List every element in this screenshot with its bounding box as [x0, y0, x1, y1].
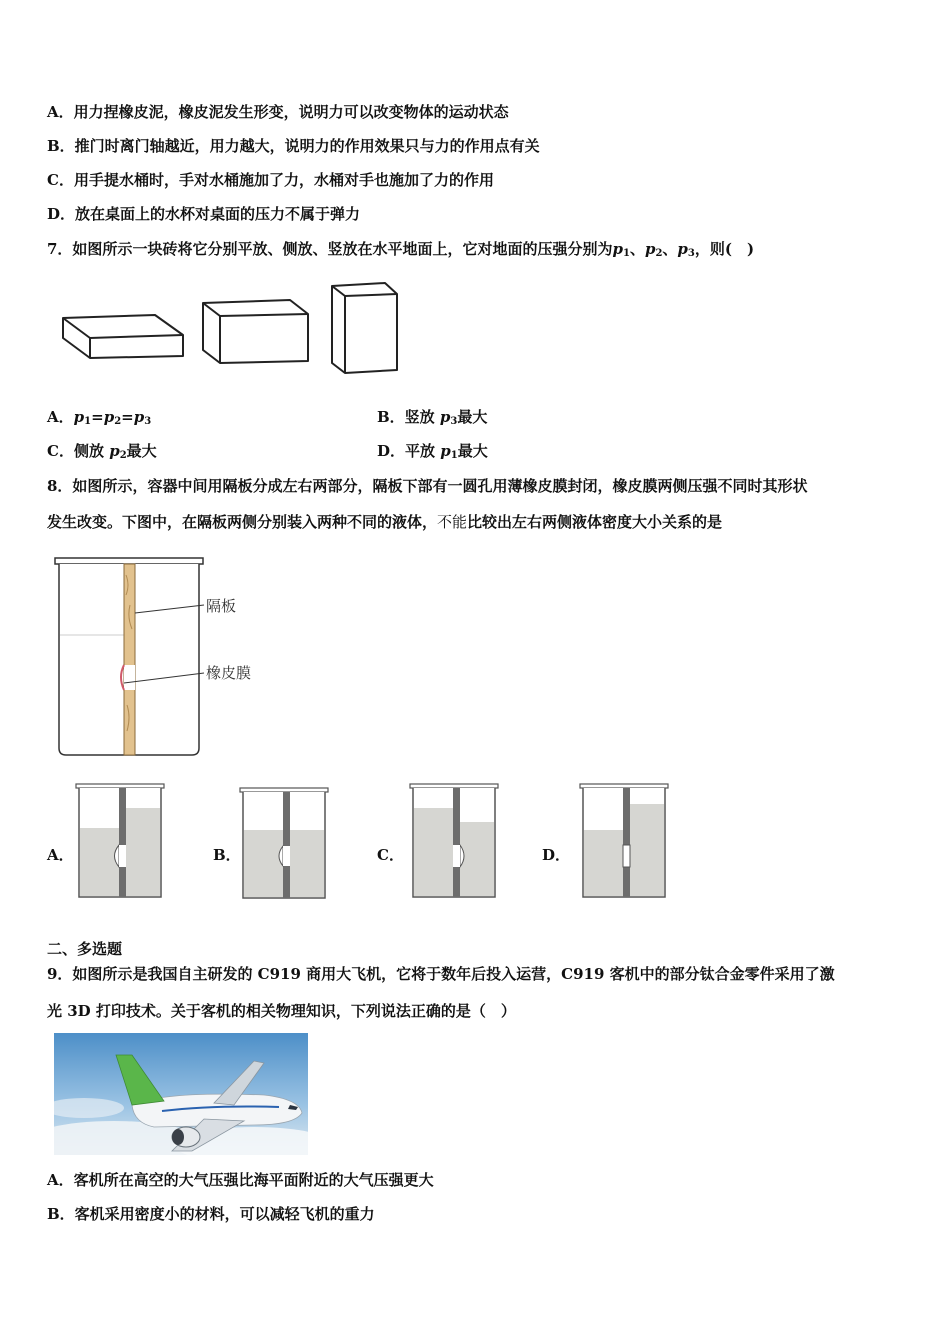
q6-option-b: B．推门时离门轴越近，用力越大，说明力的作用效果只与力的作用点有关: [47, 137, 540, 155]
bricks-figure: [55, 278, 405, 383]
q8-option-a-label: A．: [47, 846, 74, 864]
q8-option-c-beaker: [408, 782, 500, 904]
q8-option-b-label: B．: [213, 846, 241, 864]
q7-stem: 7．如图所示一块砖将它分别平放、侧放、竖放在水平地面上，它对地面的压强分别为$p_1$、$p_2$、$p_3$，则( ): [47, 240, 755, 259]
q9-option-b: B．客机采用密度小的材料，可以减轻飞机的重力: [47, 1205, 375, 1223]
q7-option-b: B．竖放 $p_3$最大: [377, 408, 488, 427]
container-partition-figure: [52, 555, 282, 760]
q9-stem-line2: 光 3D 打印技术。关于客机的相关物理知识，下列说法正确的是（ ）: [47, 1002, 516, 1020]
q8-option-c-label: C．: [377, 846, 404, 864]
q6-option-d: D．放在桌面上的水杯对桌面的压力不属于弹力: [47, 205, 361, 223]
q7-option-c: C．侧放 $p_2$最大: [47, 442, 157, 461]
q8-stem-line2: 发生改变。下图中，在隔板两侧分别装入两种不同的液体，不能比较出左右两侧液体密度大小关系的是: [47, 513, 723, 531]
q8-option-b-beaker: [238, 786, 330, 904]
q9-stem-line1: 9．如图所示是我国自主研发的 C919 商用大飞机，它将于数年后投入运营，C919 客机中的部分钛合金零件采用了激: [47, 965, 835, 983]
q7-option-d: D．平放 $p_1$最大: [377, 442, 488, 461]
q8-option-d-label: D．: [542, 846, 571, 864]
label-partition: 隔板: [206, 597, 237, 615]
label-membrane: 橡皮膜: [206, 664, 252, 682]
q8-option-d-beaker: [578, 782, 670, 904]
q8-option-a-beaker: [74, 782, 166, 904]
q6-option-a: A．用力捏橡皮泥，橡皮泥发生形变，说明力可以改变物体的运动状态: [47, 103, 509, 121]
q8-stem-line1: 8．如图所示，容器中间用隔板分成左右两部分，隔板下部有一圆孔用薄橡皮膜封闭，橡皮膜两侧压强不同时其形状: [47, 477, 808, 495]
q7-option-a: A．$p_1=p_2=p_3$: [47, 408, 152, 427]
q9-option-a: A．客机所在高空的大气压强比海平面附近的大气压强更大: [47, 1171, 434, 1189]
section-title-multiple-choice: 二、多选题: [47, 940, 123, 958]
q6-option-c: C．用手提水桶时，手对水桶施加了力，水桶对手也施加了力的作用: [47, 171, 494, 189]
c919-airplane-image: [54, 1033, 308, 1155]
